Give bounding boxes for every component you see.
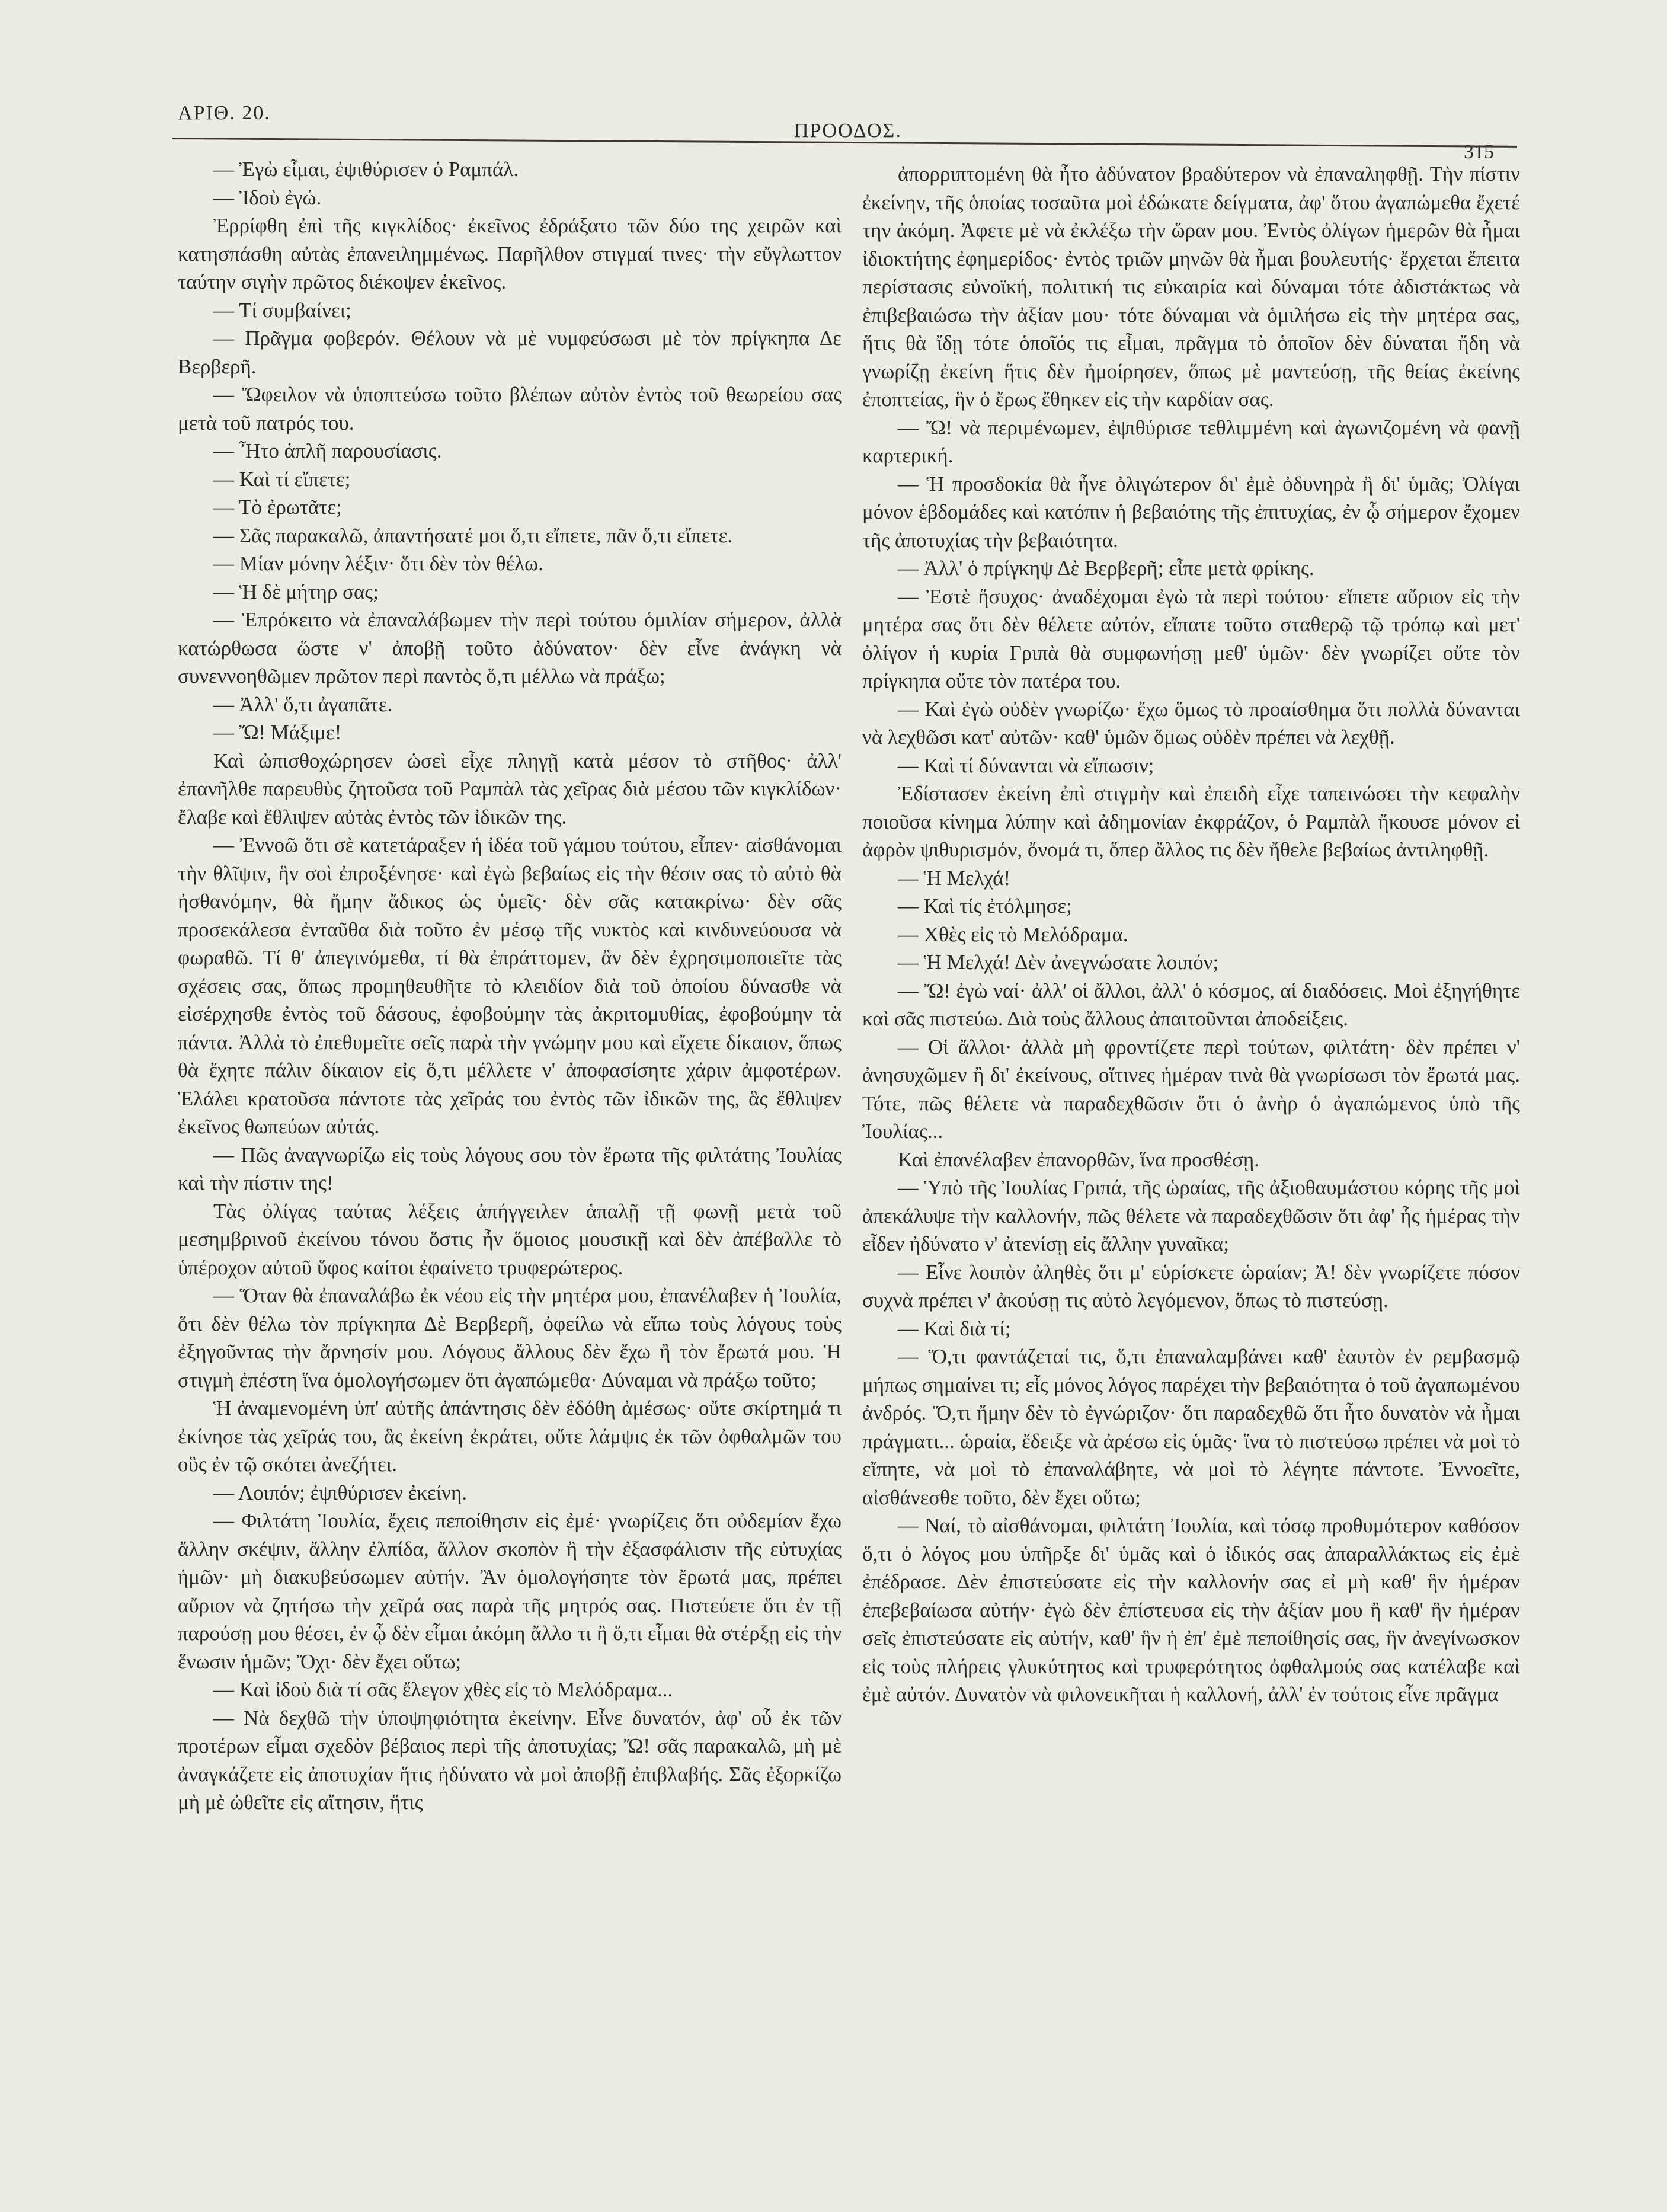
paragraph: — Μίαν μόνην λέξιν· ὅτι δὲν τὸν θέλω. <box>213 552 543 575</box>
page-number: 315 <box>1464 141 1494 163</box>
issue-number: ΑΡΙΘ. 20. <box>178 102 271 124</box>
paragraph: — Καὶ τί δύνανται νὰ εἴπωσιν; <box>898 753 1154 777</box>
paragraph: — Λοιπόν; ἐψιθύρισεν ἐκείνη. <box>213 1481 468 1504</box>
paragraph: — Ἐγὼ εἶμαι, ἐψιθύρισεν ὁ Ραμπάλ. <box>213 158 519 181</box>
paragraph: — Φιλτάτη Ἰουλία, ἔχεις πεποίθησιν εἰς ἐμέ· γνωρίζεις ὅτι οὐδεμίαν ἔχω ἄλλην σκέψιν, ἄλλην ἐλπίδα, ἄλλον σκοπὸν ἢ τὴν ἐξασφάλισιν τῆς εὐτυχίας ἡμῶν· μὴ διακυβεύσωμεν αὐτήν. Ἂν ὁμολογήσητε τὸν ἔρωτά μας, πρέπει αὔριον νὰ ζητήσω τὴν χεῖρά σας παρὰ τῆς μητρός σας. Πιστεύετε ὅτι ἐν τῇ παρούσῃ μου θέσει, ἐν ᾧ δὲν εἶμαι ἀκόμη ἄλλο τι ἢ ὅ,τι εἶμαι θὰ στέρξῃ εἰς τὴν ἕνωσιν ἡμῶν; Ὄχι· δὲν ἔχει οὕτω; <box>178 1509 842 1673</box>
paragraph: — Ἐστὲ ἥσυχος· ἀναδέχομαι ἐγὼ τὰ περὶ τούτου· εἴπετε αὔριον εἰς τὴν μητέρα σας ὅτι δὲν θέλετε αὐτόν, εἴπατε τοῦτο σταθερῷ τῷ τρόπῳ καὶ μετ' ὀλίγον ἡ κυρία Γριπὰ θὰ συμφωνήσῃ μεθ' ὑμῶν· δὲν γνωρίζει οὔτε τὸν πρίγκηπα οὔτε τὸν πατέρα του. <box>862 584 1520 692</box>
paragraph: Ἡ ἀναμενομένη ὑπ' αὐτῆς ἀπάντησις δὲν ἐδόθη ἀμέσως· οὔτε σκίρτημά τι ἐκίνησε τὰς χεῖράς του, ἃς ἐκείνη ἐκράτει, οὔτε λάμψις ἐκ τῶν ὀφθαλμῶν του οὓς ἐν τῷ σκότει ἀνεζήτει. <box>178 1396 842 1476</box>
paragraph: — Ἐννοῶ ὅτι σὲ κατετάραξεν ἡ ἰδέα τοῦ γάμου τούτου, εἶπεν· αἰσθάνομαι τὴν θλῖψιν, ἣν σοὶ ἐπροξένησε· καὶ ἐγὼ βεβαίως εἰς τὴν θέσιν σας τὸ αὐτὸ θὰ ἠσθανόμην, θὰ ἤμην ἄδικος ὡς ὑμεῖς· δὲν σᾶς κατακρίνω· δὲν σᾶς προσεκάλεσα ἐνταῦθα διὰ τοῦτο ἐν μέσῳ τῆς νυκτὸς καὶ κινδυνεύουσα νὰ φωραθῶ. Τί θ' ἀπεγινόμεθα, τί θὰ ἐπράττομεν, ἂν δὲν ἐχρησιμοποιεῖτε τὰς σχέσεις σας, ὅπως προμηθευθῆτε τὸ κλειδίον διὰ τοῦ ὁποίου δύνασθε νὰ εἰσέρχησθε ἐντὸς τοῦ δάσους, ἐφοβούμην τὰς ἀκριτομυθίας, ἐφοβούμην τὰ πάντα. Ἀλλὰ τὸ ἐπεθυμεῖτε σεῖς παρὰ τὴν γνώμην μου καὶ εἴχετε δίκαιον, ὅπως θὰ ἔχητε πάλιν δίκαιον εἰς ὅ,τι μέλλετε ν' ἀποφασίσητε χάριν ἀμφοτέρων. Ἐλάλει κρατοῦσα πάντοτε τὰς χεῖράς του ἐντὸς τῶν ἰδικῶν της, ἃς ἔθλιψεν ἐκεῖνος θωπεύων αὐτάς. <box>178 833 842 1138</box>
paragraph: Ἐδίστασεν ἐκείνη ἐπὶ στιγμὴν καὶ ἐπειδὴ εἶχε ταπεινώσει τὴν κεφαλὴν ποιοῦσα κίνημα λύπην καὶ ἀδημονίαν ἐκφράζον, ὁ Ραμπὰλ ἤκουσε μόνον εἰ ἀφρὸν ψιθυρισμόν, ὄνομά τι, ὅπερ ἄλλος τις δὲν ἤθελε βεβαίως ἀντιληφθῇ. <box>862 782 1520 861</box>
paragraph: — Ὤ! Μάξιμε! <box>213 721 342 744</box>
paragraph: — Καὶ ἐγὼ οὐδὲν γνωρίζω· ἔχω ὅμως τὸ προαίσθημα ὅτι πολλὰ δύνανται νὰ λεχθῶσι κατ' αὐτῶν· καθ' ὑμῶν ὅμως οὐδὲν πρέπει νὰ λεχθῇ. <box>862 697 1520 749</box>
paragraph: — Ὤ! ἐγὼ ναί· ἀλλ' οἱ ἄλλοι, ἀλλ' ὁ κόσμος, αἱ διαδόσεις. Μοὶ ἐξηγήθητε καὶ σᾶς πιστεύω. Διὰ τοὺς ἄλλους ἀπαιτοῦνται ἀποδείξεις. <box>862 979 1520 1030</box>
paragraph: — Ὅταν θὰ ἐπαναλάβω ἐκ νέου εἰς τὴν μητέρα μου, ἐπανέλαβεν ἡ Ἰουλία, ὅτι δὲν θέλω τὸν πρίγκηπα Δὲ Βερβερῆ, ὀφείλω νὰ εἴπω τοὺς λόγους τοὺς ἐξηγοῦντας τὴν ἄρνησίν μου. Λόγους ἄλλους δὲν ἔχω ἢ τὸν ἔρωτά μου. Ἡ στιγμὴ ἐπέστη ἵνα ὁμολογήσωμεν ὅτι ἀγαπώμεθα· Δύναμαι νὰ πράξω τοῦτο; <box>178 1284 842 1392</box>
paragraph: — Ἰδοὺ ἐγώ. <box>213 186 322 209</box>
paragraph: Καὶ ἐπανέλαβεν ἐπανορθῶν, ἵνα προσθέσῃ. <box>898 1147 1259 1171</box>
paragraph: — Τὸ ἐρωτᾶτε; <box>213 496 342 519</box>
paragraph: — Πῶς ἀναγνωρίζω εἰς τοὺς λόγους σου τὸν ἔρωτα τῆς φιλτάτης Ἰουλίας καὶ τὴν πίστιν της! <box>178 1143 842 1194</box>
paragraph: — Ἐπρόκειτο νὰ ἐπαναλάβωμεν τὴν περὶ τούτου ὁμιλίαν σήμερον, ἀλλὰ κατώρθωσα ὥστε ν' ἀποβῇ τοῦτο ἀδύνατον· δὲν εἶνε ἀνάγκη νὰ συνεννοηθῶμεν πρῶτον περὶ παντὸς ὅ,τι μέλλω νὰ πράξω; <box>178 608 842 688</box>
paragraph: Τὰς ὀλίγας ταύτας λέξεις ἀπήγγειλεν ἁπαλῇ τῇ φωνῇ μετὰ τοῦ μεσημβρινοῦ ἐκείνου τόνου ὅστις ἦν ὅμοιος μουσικῇ καὶ δὲν ἀπέβαλλε τὸ ὑπέροχον αὐτοῦ ὕφος καίτοι ἐφαίνετο τρυφερώτερος. <box>178 1199 842 1279</box>
right-column <box>862 160 1520 2057</box>
paragraph: — Ἡ Μελχά! Δὲν ἀνεγνώσατε λοιπόν; <box>898 951 1219 974</box>
journal-title: ΠΡΟΟΔΟΣ. <box>794 120 902 142</box>
paragraph: — Ἡ προσδοκία θὰ ἦνε ὀλιγώτερον δι' ἐμὲ ὀδυνηρὰ ἢ δι' ὑμᾶς; Ὀλίγαι μόνον ἑβδομάδες καὶ κατόπιν ἡ βεβαιότης τῆς ἐπιτυχίας, ἐν ᾧ σήμερον ἔχομεν τῆς ἀποτυχίας τὴν βεβαιότητα. <box>862 472 1520 552</box>
paragraph: — Εἶνε λοιπὸν ἀληθὲς ὅτι μ' εὑρίσκετε ὡραίαν; Ἀ! δὲν γνωρίζετε πόσον συχνὰ πρέπει ν' ἀκούσῃ τις αὐτὸ λεγόμενον, ὅπως τὸ πιστεύσῃ. <box>862 1260 1520 1312</box>
running-header <box>0 89 1667 163</box>
paragraph: Καὶ ὠπισθοχώρησεν ὡσεὶ εἶχε πληγῇ κατὰ μέσον τὸ στῆθος· ἀλλ' ἐπανῆλθε παρευθὺς ζητοῦσα τοῦ Ραμπὰλ τὰς χεῖρας διὰ μέσου τῶν κιγκλίδων· ἔλαβε καὶ ἔθλιψεν αὐτὰς ἐντὸς τῶν ἰδικῶν της. <box>178 749 842 829</box>
paragraph: — Ἡ Μελχά! <box>898 866 1011 890</box>
left-column <box>178 155 842 2052</box>
paragraph: — Καὶ διὰ τί; <box>898 1316 1011 1340</box>
paragraph: — Ὤφειλον νὰ ὑποπτεύσω τοῦτο βλέπων αὐτὸν ἐντὸς τοῦ θεωρείου σας μετὰ τοῦ πατρός του. <box>178 383 842 434</box>
paragraph: — Καὶ ἰδοὺ διὰ τί σᾶς ἔλεγον χθὲς εἰς τὸ Μελόδραμα... <box>213 1678 673 1701</box>
paragraph: — Σᾶς παρακαλῶ, ἀπαντήσατέ μοι ὅ,τι εἴπετε, πᾶν ὅ,τι εἴπετε. <box>213 523 733 547</box>
paragraph: — Ἡ δὲ μήτηρ σας; <box>213 580 379 603</box>
paragraph: — Ὤ! νὰ περιμένωμεν, ἐψιθύρισε τεθλιμμένη καὶ ἀγωνιζομένη νὰ φανῇ καρτερική. <box>862 415 1520 467</box>
paragraph: — Ἦτο ἁπλῆ παρουσίασις. <box>213 439 442 462</box>
paragraph: — Καὶ τίς ἐτόλμησε; <box>898 894 1072 918</box>
paragraph: — Τί συμβαίνει; <box>213 298 351 322</box>
paragraph: — Νὰ δεχθῶ τὴν ὑποψηφιότητα ἐκείνην. Εἶνε δυνατόν, ἀφ' οὗ ἐκ τῶν προτέρων εἶμαι σχεδὸν βέβαιος περὶ τῆς ἀποτυχίας; Ὤ! σᾶς παρακαλῶ, μὴ μὲ ἀναγκάζετε εἰς ἀποτυχίαν ἥτις ἠδύνατο νὰ μοὶ ἀποβῇ ἐπιβλαβής. Σᾶς ἐξορκίζω μὴ μὲ ὠθεῖτε εἰς αἴτησιν, ἥτις <box>178 1706 842 1814</box>
paragraph: — Καὶ τί εἴπετε; <box>213 467 351 491</box>
paragraph: Ἐρρίφθη ἐπὶ τῆς κιγκλίδος· ἐκεῖνος ἐδράξατο τῶν δύο της χειρῶν καὶ κατησπάσθη αὐτὰς ἐπανειλημμένως. Παρῆλθον στιγμαί τινες· τὴν εὔγλωττον ταύτην σιγὴν πρῶτος διέκοψεν ἐκεῖνος. <box>178 214 842 293</box>
paragraph: — Ἀλλ' ὅ,τι ἀγαπᾶτε. <box>213 692 393 716</box>
paragraph: — Ὑπὸ τῆς Ἰουλίας Γριπά, τῆς ὡραίας, τῆς ἀξιοθαυμάστου κόρης τῆς μοὶ ἀπεκάλυψε τὴν καλλονήν, πῶς θέλετε νὰ παραδεχθῶσιν ὅτι ἀφ' ἧς ἡμέρας τὴν εἶδεν ἠδύνατο ν' ἀτενίσῃ εἰς ἄλλην γυναῖκα; <box>862 1176 1520 1255</box>
paragraph: ἀπορριπτομένη θὰ ἦτο ἀδύνατον βραδύτερον νὰ ἐπαναληφθῇ. Τὴν πίστιν ἐκείνην, τῆς ὁποίας τοσαῦτα μοὶ ἐδώκατε δείγματα, ἀφ' ὅτου ἀγαπώμεθα ἔχετέ την ἀκόμη. Ἀφετε μὲ νὰ ἐκλέξω τὴν ὥραν μου. Ἐντὸς ὀλίγων ἡμερῶν θὰ ἦμαι ἰδιοκτήτης ἐφημερίδος· ἐντὸς τριῶν μηνῶν θὰ ἦμαι βουλευτής· ἔρχεται ἔπειτα περίστασις εὐνοϊκή, πολιτική τις εὐκαιρία καὶ δύναμαι τότε ἀδιστάκτως νὰ ἐπιβεβαιώσω τὴν ἀξίαν μου· τότε δύναμαι νὰ ὁμιλήσω εἰς τὴν μητέρα σας, ἥτις θὰ ἴδῃ τότε ὁποῖός τις εἶμαι, πρᾶγμα τὸ ὁποῖον δὲν δύναται ἤδη νὰ γνωρίζῃ ἐκείνη ἥτις δὲν ἠμοίρησεν, ὅπως μὲ μαντεύσῃ, τῆς θείας ἐκείνης ἐποπτείας, ἣν ὁ ἔρως ἔθηκεν εἰς τὴν καρδίαν σας. <box>862 162 1520 411</box>
paragraph: — Ναί, τὸ αἰσθάνομαι, φιλτάτη Ἰουλία, καὶ τόσῳ προθυμότερον καθόσον ὅ,τι ὁ λόγος μου ὑπῆρξε δι' ὑμᾶς καὶ ὁ ἰδικός σας ἀπαραλλάκτως εἰς ἐμὲ ἐπέδρασε. Δὲν ἐπιστεύσατε εἰς τὴν καλλονήν σας εἰ μὴ καθ' ἣν ἡμέραν ἐπεβεβαίωσα αὐτήν· ἐγὼ δὲν ἐπίστευσα εἰς τὴν ἀξίαν μου ἢ καθ' ἣν ἡμέραν σεῖς ἐπιστεύσατε εἰς αὐτήν, καθ' ἣν ἡ ἐπ' ἐμὲ πεποίθησίς σας, ἣν ἀνεγίνωσκον εἰς τοὺς πλήρεις γλυκύτητος καὶ τρυφερότητος ὀφθαλμούς σας κατέλαβε καὶ ἐμὲ αὐτόν. Δυνατὸν νὰ φιλονεικῆται ἡ καλλονή, ἀλλ' ἐν τούτοις εἶνε πρᾶγμα <box>862 1514 1520 1706</box>
paragraph: — Ἀλλ' ὁ πρίγκηψ Δὲ Βερβερῆ; εἶπε μετὰ φρίκης. <box>898 557 1314 580</box>
paragraph: — Πρᾶγμα φοβερόν. Θέλουν νὰ μὲ νυμφεύσωσι μὲ τὸν πρίγκηπα Δε Βερβερῆ. <box>178 327 842 378</box>
paragraph: — Χθὲς εἰς τὸ Μελόδραμα. <box>898 922 1128 946</box>
paragraph: — Ὅ,τι φαντάζεταί τις, ὅ,τι ἐπαναλαμβάνει καθ' ἑαυτὸν ἐν ρεμβασμῷ μήπως σημαίνει τι; εἷς μόνος λόγος παρέχει τὴν βεβαιότητα ὁ τοῦ ἀγαπωμένου ἀνδρός. Ὅ,τι ἤμην δὲν τὸ ἐγνώριζον· ὅτι παραδεχθῶ ὅτι ἦτο δυνατὸν νὰ ἦμαι πράγματι... ὡραία, ἔδειξε νὰ ἀρέσω εἰς ὑμᾶς· ἵνα τὸ πιστεύσω πρέπει νὰ μοὶ τὸ εἴπητε, νὰ μοὶ τὸ ἐπαναλάβητε, νὰ μοὶ τὸ λέγητε πάντοτε. Ἐννοεῖτε, αἰσθάνεσθε τοῦτο, δὲν ἔχει οὕτω; <box>862 1345 1520 1509</box>
paragraph: — Οἱ ἄλλοι· ἀλλὰ μὴ φροντίζετε περὶ τούτων, φιλτάτη· δὲν πρέπει ν' ἀνησυχῶμεν ἢ δι' ἐκείνους, οἵτινες ἡμέραν τινὰ θὰ γνωρίσωσι τὸν ἔρωτά μας. Τότε, πῶς θέλετε νὰ παραδεχθῶσιν ὅτι ὁ ἀνὴρ ὁ ἀγαπώμενος ὑπὸ τῆς Ἰουλίας... <box>862 1035 1520 1143</box>
